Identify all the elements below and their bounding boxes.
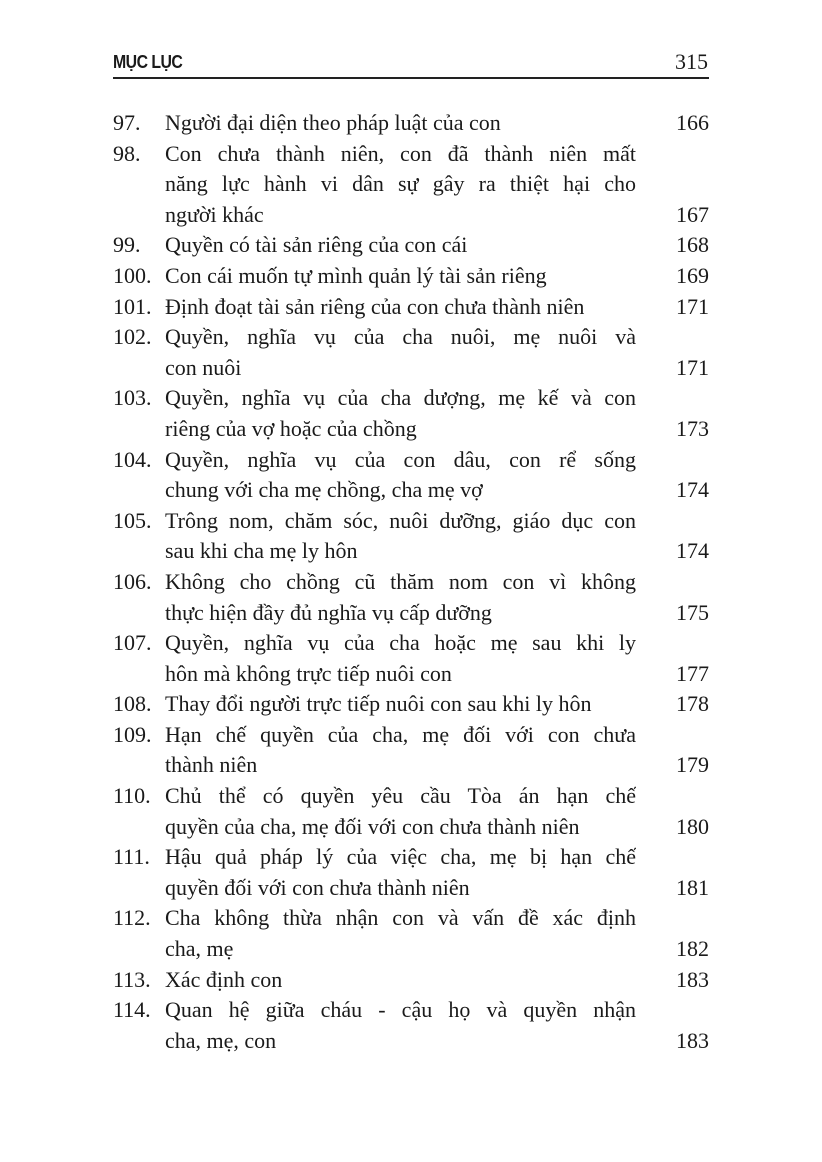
toc-entry-page: 173 <box>676 415 709 441</box>
toc-entry-title: Quyền, nghĩa vụ của con dâu, con rể sống <box>165 446 636 472</box>
toc-entry-page: 174 <box>676 538 709 564</box>
toc-entry-line <box>113 536 709 567</box>
toc-entry <box>113 108 709 139</box>
toc-entry-page: 174 <box>676 477 709 503</box>
toc-entry-title: cha, mẹ, con <box>165 1027 277 1053</box>
header-rule <box>113 77 709 79</box>
toc-entry-title: hôn mà không trực tiếp nuôi con <box>165 660 452 686</box>
toc-entry <box>113 689 709 720</box>
toc-entry-title: Quyền, nghĩa vụ của cha hoặc mẹ sau khi ly <box>165 630 636 656</box>
toc-entry-title: Con chưa thành niên, con đã thành niên mất <box>165 140 636 166</box>
toc-entry-title: Người đại diện theo pháp luật của con <box>165 110 501 135</box>
toc-entry-line <box>113 934 709 965</box>
toc-entry-line <box>113 812 709 843</box>
toc-entry-line <box>113 598 709 629</box>
toc-entry-line <box>113 292 709 323</box>
toc-entry-line <box>113 750 709 781</box>
toc-entry-line <box>113 965 709 996</box>
toc-entry-title: người khác <box>165 201 264 227</box>
toc-entry-line <box>113 322 709 353</box>
toc-entry-title: Con cái muốn tự mình quản lý tài sản riêng <box>165 262 547 288</box>
toc-entry-number: 104. <box>113 446 152 472</box>
toc-entry <box>113 445 709 506</box>
toc-entry-page: 171 <box>676 293 709 319</box>
toc-entry <box>113 720 709 781</box>
toc-entry <box>113 506 709 567</box>
toc-entry-title: Trông nom, chăm sóc, nuôi dưỡng, giáo dục con <box>165 507 636 533</box>
toc-entry-number: 109. <box>113 721 152 747</box>
toc-entry-page: 169 <box>676 262 709 288</box>
toc-entry-line <box>113 567 709 598</box>
toc-entry-title: con nuôi <box>165 354 242 380</box>
toc-entry <box>113 383 709 444</box>
toc-entry-page: 175 <box>676 599 709 625</box>
toc-entry-line <box>113 230 709 261</box>
toc-entry-title: thành niên <box>165 752 258 778</box>
toc-entry-line <box>113 139 709 170</box>
toc-entry <box>113 567 709 628</box>
toc-entry-line <box>113 1026 709 1057</box>
toc-entry-page: 180 <box>676 813 709 839</box>
toc-entry-page: 167 <box>676 201 709 227</box>
toc-entry-number: 105. <box>113 507 152 533</box>
toc-entry-page: 166 <box>676 110 709 135</box>
toc-entry-title: Cha không thừa nhận con và vấn đề xác định <box>165 905 636 931</box>
toc-entry-number: 108. <box>113 691 152 717</box>
toc-entry-page: 168 <box>676 232 709 258</box>
toc-entry <box>113 230 709 261</box>
toc-entry-title: Định đoạt tài sản riêng của con chưa thành niên <box>165 293 585 319</box>
toc-entry-title: Chủ thể có quyền yêu cầu Tòa án hạn chế <box>165 783 636 809</box>
toc-entry-line <box>113 261 709 292</box>
toc-entry-title: Quan hệ giữa cháu - cậu họ và quyền nhận <box>165 997 636 1023</box>
toc-entry-page: 177 <box>676 660 709 686</box>
toc-entry-number: 98. <box>113 140 141 166</box>
toc-entry-number: 100. <box>113 262 152 288</box>
toc-entry-number: 99. <box>113 232 141 258</box>
toc-entry-number: 113. <box>113 966 151 992</box>
toc-entry-title: Quyền có tài sản riêng của con cái <box>165 232 468 258</box>
toc-entry-line <box>113 353 709 384</box>
toc-entry-line <box>113 720 709 751</box>
toc-entry-line <box>113 842 709 873</box>
toc-entry <box>113 628 709 689</box>
toc-entry-line <box>113 506 709 537</box>
toc-entry-line <box>113 169 709 200</box>
toc-entry <box>113 903 709 964</box>
toc-entry-title: quyền của cha, mẹ đối với con chưa thành niên <box>165 813 580 839</box>
toc-entry-title: thực hiện đầy đủ nghĩa vụ cấp dưỡng <box>165 599 492 625</box>
toc-entry-number: 107. <box>113 630 152 656</box>
toc-entry-line <box>113 873 709 904</box>
toc-entry-line <box>113 628 709 659</box>
toc-entry-number: 101. <box>113 293 152 319</box>
toc-entry-line <box>113 475 709 506</box>
toc-entry-page: 178 <box>676 691 709 717</box>
toc-entry-page: 183 <box>676 966 709 992</box>
toc-entry <box>113 261 709 292</box>
toc-entry-line <box>113 200 709 231</box>
toc-entry-number: 114. <box>113 997 151 1023</box>
running-header-title: MỤC LỤC <box>113 52 183 72</box>
toc-entry-title: Xác định con <box>165 966 283 992</box>
toc-entry <box>113 322 709 383</box>
toc-entry-page: 182 <box>676 936 709 962</box>
toc-entry <box>113 995 709 1056</box>
toc-entry-title: Quyền, nghĩa vụ của cha nuôi, mẹ nuôi và <box>165 324 636 350</box>
toc-entry-number: 106. <box>113 568 152 594</box>
toc-entry-title: Không cho chồng cũ thăm nom con vì không <box>165 568 636 594</box>
toc-entry-line <box>113 781 709 812</box>
toc-entry-line <box>113 659 709 690</box>
toc-entry-title: chung với cha mẹ chồng, cha mẹ vợ <box>165 477 483 503</box>
toc-entry-number: 110. <box>113 783 151 809</box>
toc-entry-line <box>113 445 709 476</box>
toc-entry-line <box>113 903 709 934</box>
toc-entry-title: quyền đối với con chưa thành niên <box>165 874 470 900</box>
toc-entry-page: 183 <box>676 1027 709 1053</box>
toc-entry-line <box>113 383 709 414</box>
toc-entry-page: 171 <box>676 354 709 380</box>
toc-entry-title: Hạn chế quyền của cha, mẹ đối với con chưa <box>165 721 636 747</box>
toc-entry-page: 181 <box>676 874 709 900</box>
toc-entry <box>113 139 709 231</box>
toc-entry-number: 97. <box>113 110 141 135</box>
toc-entry-title: Quyền, nghĩa vụ của cha dượng, mẹ kế và con <box>165 385 636 411</box>
toc-entry-number: 111. <box>113 844 150 870</box>
toc-entry-number: 102. <box>113 324 152 350</box>
toc-entry-title: riêng của vợ hoặc của chồng <box>165 415 417 441</box>
toc-entry-title: năng lực hành vi dân sự gây ra thiệt hại cho <box>165 171 636 197</box>
toc-entry-title: cha, mẹ <box>165 936 234 962</box>
toc-entry-line <box>113 689 709 720</box>
toc-entry-line <box>113 108 709 139</box>
toc-entry-number: 103. <box>113 385 152 411</box>
toc-entry <box>113 842 709 903</box>
toc-entry <box>113 781 709 842</box>
toc-entry <box>113 965 709 996</box>
toc-entry-title: Thay đổi người trực tiếp nuôi con sau khi ly hôn <box>165 691 592 717</box>
table-of-contents <box>113 108 709 1056</box>
toc-entry-page: 179 <box>676 752 709 778</box>
toc-entry-line <box>113 414 709 445</box>
page-number: 315 <box>675 49 708 74</box>
toc-entry <box>113 292 709 323</box>
toc-entry-line <box>113 995 709 1026</box>
toc-entry-title: Hậu quả pháp lý của việc cha, mẹ bị hạn chế <box>165 844 636 870</box>
toc-entry-title: sau khi cha mẹ ly hôn <box>165 538 358 564</box>
toc-entry-number: 112. <box>113 905 151 931</box>
